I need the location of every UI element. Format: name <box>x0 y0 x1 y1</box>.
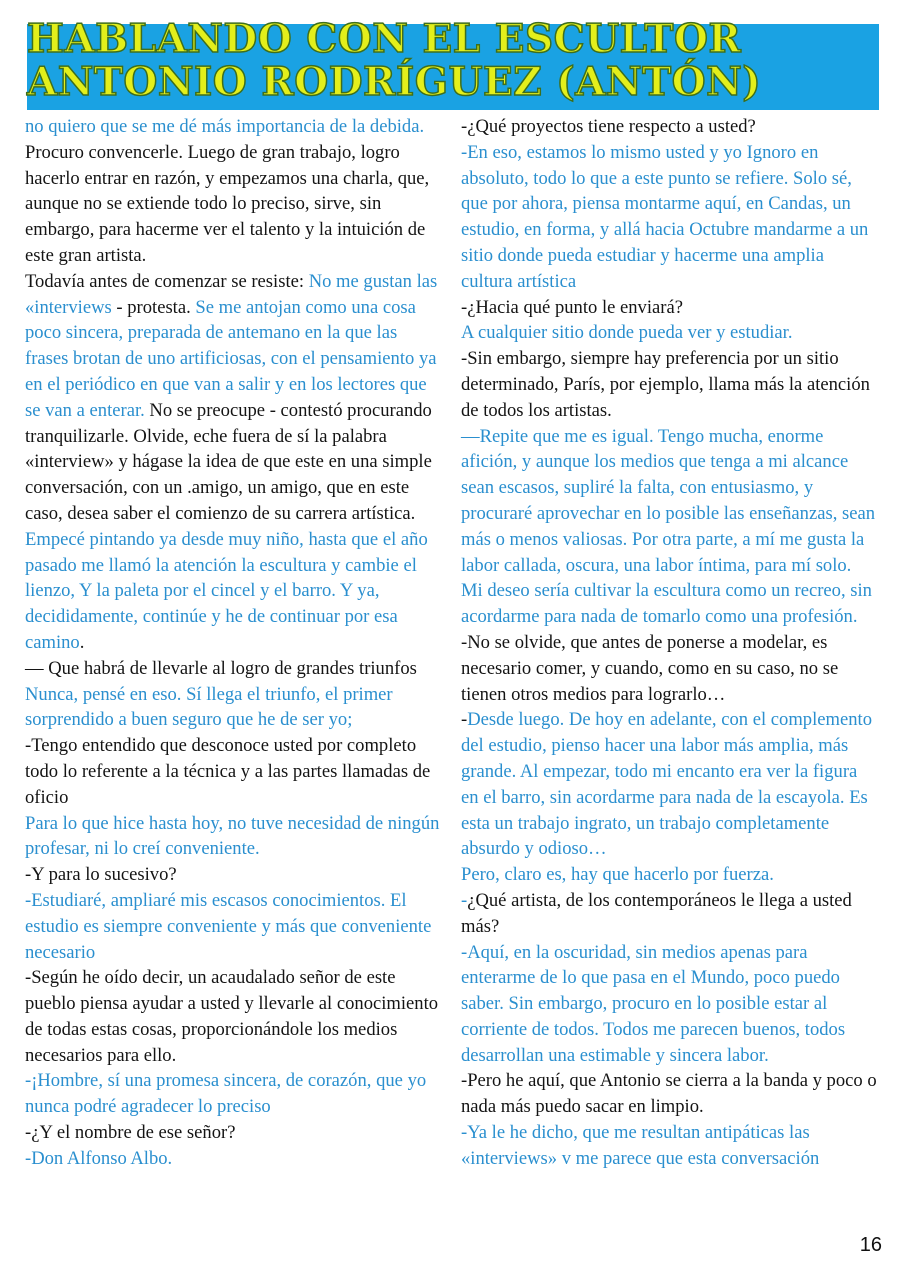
answer-paragraph: -En eso, estamos lo mismo usted y yo Ignoro en absoluto, todo lo que a este punto se refiere. Solo sé, que por ahora, piensa montarme aquí, en Candas, un estudio, en forma, y allá hacia Octubre mandarme a un sitio donde pueda estudiar y hacerme una amplia cultura artística <box>461 141 869 292</box>
right-column <box>461 114 877 1172</box>
answer-text: Desde luego. De hoy en adelante, con el complemento del estudio, pienso hacer una labor más amplia, más grande. Al empezar, todo mi encanto era ver la figura en el barro, sin acordarme para nada de la escayola. Es esta un trabajo ingrato, un trabajo completamente absurdo y odioso… <box>461 709 872 860</box>
title-line-1: HABLANDO CON EL ESCULTOR <box>27 16 742 62</box>
answer-paragraph: -Ya le he dicho, que me resultan antipáticas las «interviews» v me parece que esta conversación <box>461 1122 820 1169</box>
question-paragraph: -No se olvide, que antes de ponerse a modelar, es necesario comer, y cuando, como en su caso, no se tienen otros medios para lograrlo… <box>461 631 839 705</box>
narration-text: ¿Qué artista, de los contemporáneos le llega a usted más? <box>461 889 852 937</box>
question-paragraph: — Que habrá de llevarle al logro de grandes triunfos <box>25 657 417 679</box>
question-paragraph: -Según he oído decir, un acaudalado señor de este pueblo piensa ayudar a usted y llevarle al conocimiento de todas estas cosas, proporcionándole los medios necesarios para ello. <box>25 967 439 1066</box>
paragraph <box>461 888 877 940</box>
answer-paragraph: —Repite que me es igual. Tengo mucha, enorme afición, y aunque los medios que tenga a mi alcance sean escasos, supliré la falta, con entusiasmo, y procuraré aprovechar en lo posible las enseñanzas, sean más o menos valiosas. Por otra parte, a mí me gusta la labor callada, oscura, una labor íntima, para mí solo. Mi deseo sería cultivar la escultura como un recreo, sin acordarme para nada de tomarlo como una profesión. <box>461 425 876 628</box>
answer-paragraph: -Aquí, en la oscuridad, sin medios apenas para enterarme de lo que pasa en el Mundo, poco puedo saber. Sin embargo, procuro en lo posible estar al corriente de todos. Todos me parecen buenos, todos desarrollan una estimable y sincera labor. <box>461 941 846 1066</box>
answer-paragraph: A cualquier sitio donde pueda ver y estudiar. <box>461 322 793 344</box>
paragraph <box>25 269 445 527</box>
paragraph <box>461 707 877 862</box>
narration-text: Procuro convencerle. Luego de gran trabajo, logro hacerlo entrar en razón, y empezamos una charla, que, aunque no se extiende todo lo preciso, sirve, sin embargo, para hacerme ver el talento y la intuición de este gran artista. <box>25 141 430 266</box>
paragraph <box>25 527 445 656</box>
narration-text: - <box>461 709 468 731</box>
narration-text: No se preocupe - contestó procurando tranquilizarle. Olvide, eche fuera de sí la palabra «interview» y hágase la idea de que este en una simple conversación, con un .amigo, un amigo, que en este caso, desea saber el comienzo de su carrera artística. <box>25 399 432 524</box>
narration-text: - protesta. <box>111 296 196 318</box>
title-line-2: ANTONIO RODRÍGUEZ (ANTÓN) <box>27 59 762 105</box>
answer-paragraph: -¡Hombre, sí una promesa sincera, de corazón, que yo nunca podré agradecer lo preciso <box>25 1070 427 1118</box>
question-paragraph: -Tengo entendido que desconoce usted por completo todo lo referente a la técnica y a las partes llamadas de oficio <box>25 735 431 808</box>
answer-paragraph: Para lo que hice hasta hoy, no tuve necesidad de ningún profesar, ni lo creí conveniente. <box>25 812 440 860</box>
answer-text: No me gustan las «interviews <box>25 270 438 318</box>
narration-text: . <box>79 631 85 653</box>
article-title <box>27 18 761 104</box>
answer-text: no quiero que se me dé más importancia de la debida. <box>25 116 425 137</box>
answer-paragraph: -Estudiaré, ampliaré mis escasos conocimientos. El estudio es siempre conveniente y más que conveniente necesario <box>25 889 432 963</box>
answer-paragraph: Nunca, pensé en eso. Sí llega el triunfo, el primer sorprendido a buen seguro que he de ser yo; <box>25 683 393 731</box>
page-number: 16 <box>859 1234 882 1256</box>
question-paragraph: -Pero he aquí, que Antonio se cierra a la banda y poco o nada más puedo sacar en limpio. <box>461 1070 877 1118</box>
question-paragraph: -¿Qué proyectos tiene respecto a usted? <box>461 116 756 137</box>
answer-text: Empecé pintando ya desde muy niño, hasta que el año pasado me llamó la atención la escultura y cambie el lienzo, Y la paleta por el cincel y el barro. Y ya, decididamente, continúe y he de continuar por esa camino <box>25 528 428 653</box>
question-paragraph: -¿Hacia qué punto le enviará? <box>461 296 683 318</box>
answer-paragraph: -Don Alfonso Albo. <box>25 1147 173 1169</box>
answer-text: - <box>461 889 468 911</box>
answer-paragraph: Pero, claro es, hay que hacerlo por fuerza. <box>461 864 774 886</box>
left-column <box>25 114 445 1172</box>
question-paragraph: -Y para lo sucesivo? <box>25 864 177 886</box>
answer-text: Se me antojan como una cosa poco sincera, preparada de antemano en la que las frases brotan de uno artificiosas, con el pensamiento ya en el periódico en que van a salir y en los lectores que se van a enterar. <box>25 296 437 421</box>
narration-text: Todavía antes de comenzar se resiste: <box>25 270 309 292</box>
paragraph <box>25 114 445 269</box>
question-paragraph: -¿Y el nombre de ese señor? <box>25 1122 236 1144</box>
question-paragraph: -Sin embargo, siempre hay preferencia por un sitio determinado, París, por ejemplo, llama más la atención de todos los artistas. <box>461 348 870 421</box>
